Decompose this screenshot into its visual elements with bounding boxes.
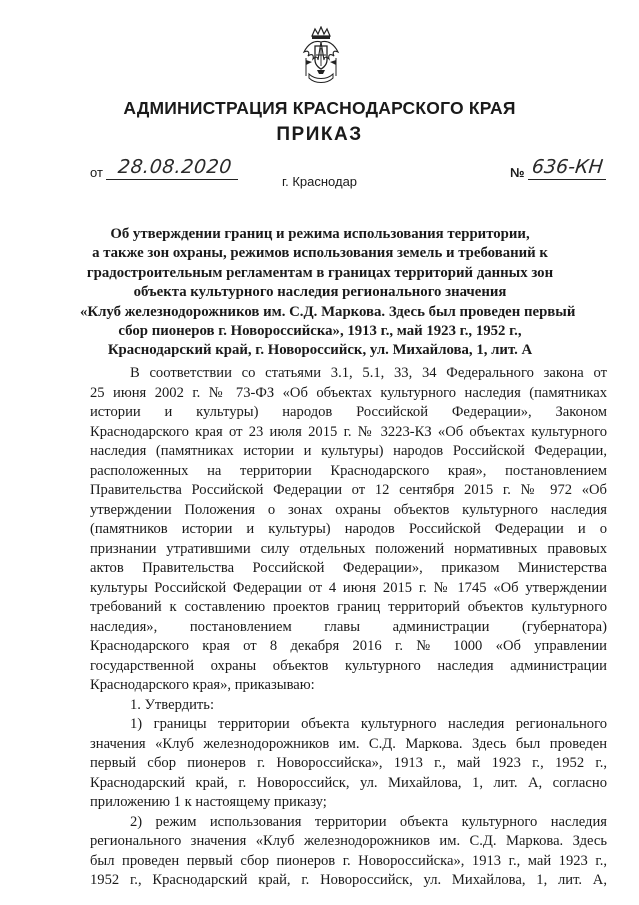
body-line: утверждении Положения о зонах охраны объектов культурного наследия (90, 501, 607, 518)
body-line: был проведен первый сбор пионеров г. Новороссийска», 1913 г., май 1923 г., (90, 852, 607, 869)
body-line: культуры Российской Федерации от 4 июня 2015 г. № 1745 «Об утверждении (90, 579, 607, 596)
date-label: от (90, 165, 103, 180)
title-line: градостроительным регламентам в границах территорий данных зон (86, 264, 554, 281)
title-line: Об утверждении границ и режима использования территории, (110, 226, 530, 242)
body-line: актов Правительства Российской Федерации», приказом Министерства (90, 560, 607, 576)
body-line: первый сбор пионеров г. Новороссийска», 1913 г., май 1923 г., 1952 г., (90, 755, 607, 771)
body-line: Краснодарского края от 8 декабря 2016 г. № 1000 «Об управлении (90, 638, 607, 654)
number-label: № (510, 165, 525, 180)
title-line: а также зон охраны, режимов использования земель и требований к (92, 245, 548, 262)
body-line: 1952 г., Краснодарский край, г. Новороссийск, ул. Михайлова, 1, лит. А, (90, 872, 607, 888)
title-line: «Клуб железнодорожников им. С.Д. Маркова. Здесь был проведен первый (80, 303, 576, 320)
title-line: сбор пионеров г. Новороссийска», 1913 г., май 1923 г., 1952 г., (118, 323, 522, 340)
organization-heading: АДМИНИСТРАЦИЯ КРАСНОДАРСКОГО КРАЯ (123, 98, 516, 118)
title-line: Краснодарский край, г. Новороссийск, ул. Михайлова, 1, лит. А (107, 342, 533, 359)
body-line: В соответствии со статьями 3.1, 5.1, 33, 34 Федерального закона от (130, 365, 607, 381)
body-line: государственной охраны объектов культурного наследия администрации (90, 657, 607, 674)
body-line: 25 июня 2002 г. № 73-ФЗ «Об объектах культурного наследия (памятниках (90, 384, 607, 401)
body-line: наследия», постановлением главы администрации (губернатора) (90, 618, 607, 635)
document-title (80, 225, 576, 361)
handwritten-number: 636-КН (530, 156, 605, 178)
body-line: истории и культуры) народов Российской Федерации», Законом (90, 404, 607, 420)
body-line: расположенных на территории Краснодарского края», постановлением (90, 462, 607, 479)
body-line: приложению 1 к настоящему приказу; (90, 794, 327, 810)
body-line: 1. Утвердить: (130, 696, 215, 713)
body-line: Краснодарский край, г. Новороссийск, ул. Михайлова, 1, лит. А, согласно (90, 774, 607, 791)
krasnodar-coat-of-arms-icon (300, 26, 342, 88)
body-line: значения «Клуб железнодорожников им. С.Д. Маркова. Здесь был проведен (90, 735, 607, 752)
body-line: Краснодарского края от 23 июля 2015 г. № 3223-КЗ «Об объектах культурного (90, 423, 607, 440)
body-line: Правительства Российской Федерации от 12 сентября 2015 г. № 972 «Об (90, 482, 607, 498)
body-line: требований к составлению проектов границ территорий объектов культурного (90, 599, 607, 615)
body-line: Краснодарского края», приказываю: (90, 677, 315, 693)
body-line: признании утратившими силу отдельных положений нормативных правовых (90, 540, 607, 557)
document-type-heading: ПРИКАЗ (276, 124, 363, 145)
body-line: 1) границы территории объекта культурного наследия регионального (130, 716, 607, 732)
title-line: объекта культурного наследия регионального значения (133, 284, 507, 301)
body-line: наследия (памятниках истории и культуры) народов Российской Федерации, (90, 443, 607, 459)
city-label: г. Краснодар (281, 174, 358, 189)
body-line: (памятников истории и культуры) народов Российской Федерации и о (90, 521, 607, 537)
body-line: 2) режим использования территории объекта культурного наследия (130, 813, 607, 830)
handwritten-date: 28.08.2020 (116, 156, 233, 178)
body-line: регионального значения «Клуб железнодорожников им. С.Д. Маркова. Здесь (90, 833, 607, 849)
document-body (90, 364, 607, 891)
